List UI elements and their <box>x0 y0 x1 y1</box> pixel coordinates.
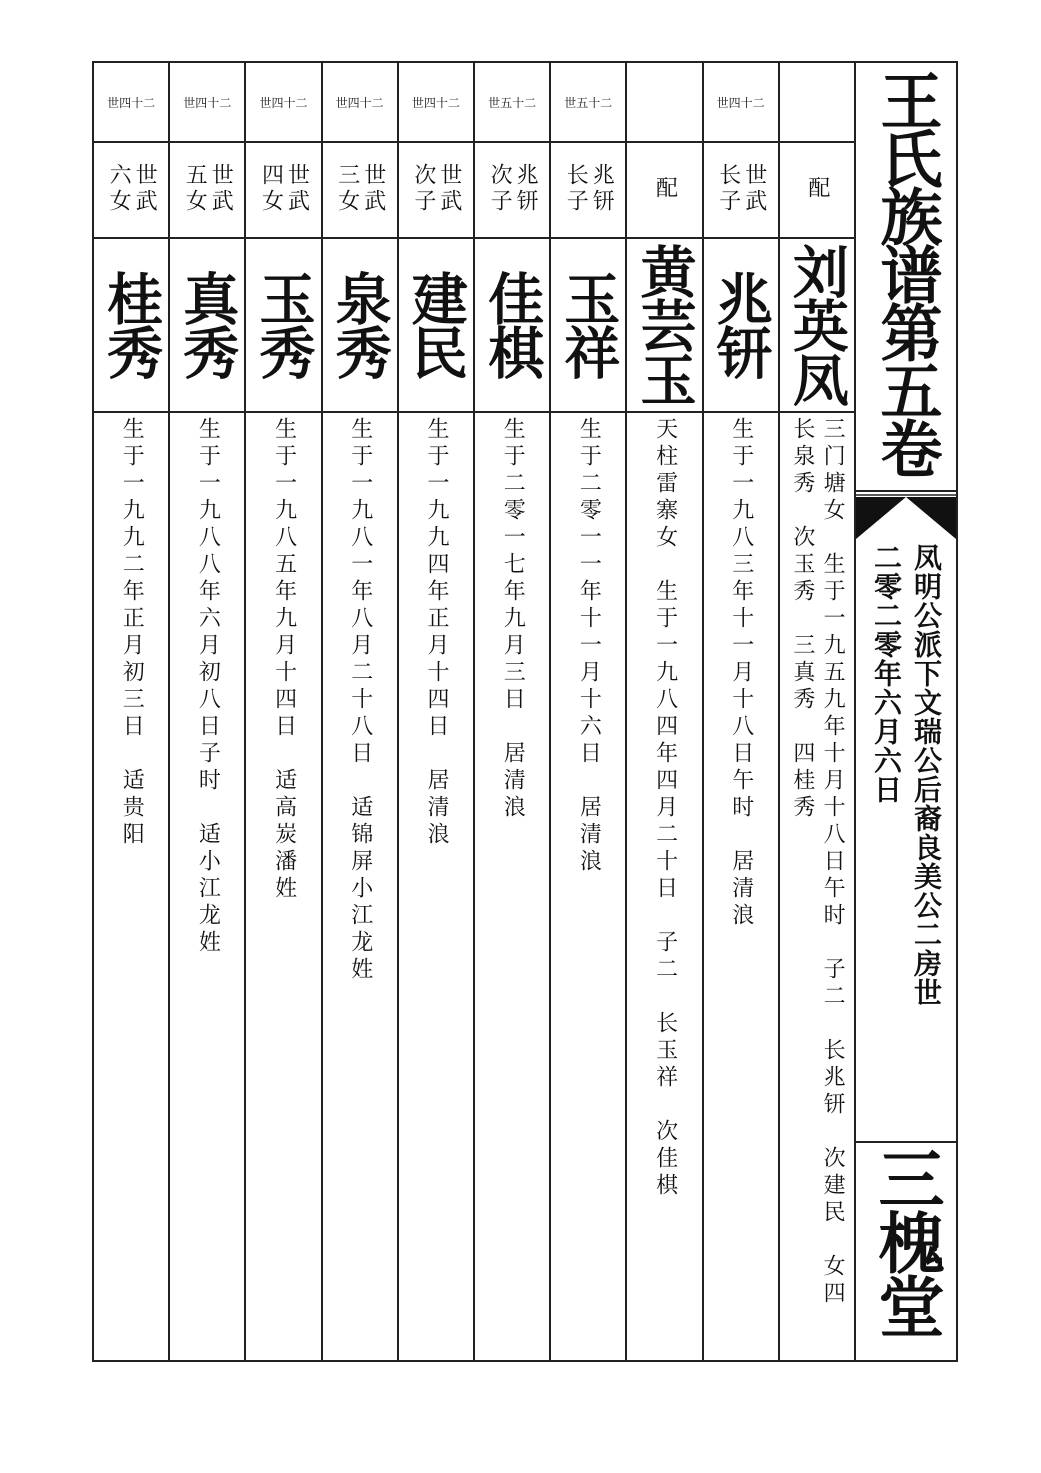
detail-text: 生于二零一七年九月三日 居清浪 <box>500 417 526 822</box>
relation-text: 配 <box>652 176 678 202</box>
genealogy-column <box>246 63 322 1360</box>
relation-text: 次子 <box>410 163 436 215</box>
generation-label: 世四十二 <box>246 63 320 143</box>
person-name: 黄芸玉 <box>631 243 698 405</box>
generation-label: 世四十二 <box>704 63 778 143</box>
person-name: 玉祥 <box>555 270 622 378</box>
name-cell <box>170 237 244 413</box>
detail-text: 生于一九八三年十一月十八日午时 居清浪 <box>728 417 754 930</box>
genealogy-grid <box>94 63 856 1360</box>
relation-cell <box>627 141 701 239</box>
relation-cell <box>551 141 625 239</box>
book-title-text: 王氏族谱第五卷 <box>870 69 943 475</box>
detail-cell <box>170 411 244 1360</box>
relation-cell <box>475 141 549 239</box>
detail-cell <box>551 411 625 1360</box>
relation-text: 世武 <box>436 163 462 215</box>
genealogy-column <box>399 63 475 1360</box>
relation-text: 六女 <box>106 163 132 215</box>
genealogy-column <box>551 63 627 1360</box>
relation-text: 长子 <box>563 163 589 215</box>
hall-name <box>856 1145 956 1360</box>
detail-cell <box>627 411 701 1360</box>
detail-text: 生于一九八五年九月十四日 适高炭潘姓 <box>271 417 297 903</box>
generation-label: 世四十二 <box>399 63 473 143</box>
person-name: 建民 <box>402 270 469 378</box>
relation-text: 世武 <box>132 163 158 215</box>
name-cell <box>94 237 168 413</box>
person-name: 泉秀 <box>326 270 393 378</box>
name-cell <box>246 237 320 413</box>
generation-label: 世四十二 <box>323 63 397 143</box>
person-name: 桂秀 <box>98 270 165 378</box>
genealogy-column <box>94 63 170 1360</box>
person-name: 兆钘 <box>707 270 774 378</box>
relation-text: 世武 <box>208 163 234 215</box>
relation-cell <box>246 141 320 239</box>
generation-label: 世四十二 <box>170 63 244 143</box>
compile-date: 二零二零年六月六日 <box>870 543 903 804</box>
relation-text: 世武 <box>284 163 310 215</box>
generation-label <box>780 63 854 143</box>
generation-label: 世五十二 <box>551 63 625 143</box>
name-cell <box>399 237 473 413</box>
name-cell <box>323 237 397 413</box>
genealogy-column <box>170 63 246 1360</box>
genealogy-column <box>475 63 551 1360</box>
name-cell <box>551 237 625 413</box>
page-frame <box>92 61 958 1362</box>
name-cell <box>780 237 854 413</box>
person-name: 刘英凤 <box>783 243 850 405</box>
person-name: 玉秀 <box>250 270 317 378</box>
subtitle-area <box>856 539 956 1145</box>
detail-text: 生于一九九四年正月十四日 居清浪 <box>423 417 449 849</box>
detail-text: 生于一九八一年八月二十八日 适锦屏小江龙姓 <box>347 417 373 984</box>
detail-text: 生于一九九二年正月初三日 适贵阳 <box>119 417 145 849</box>
person-name: 佳棋 <box>479 270 546 378</box>
detail-text: 生于一九八八年六月初八日子时 适小江龙姓 <box>195 417 221 957</box>
relation-text: 长子 <box>715 163 741 215</box>
detail-cell <box>94 411 168 1360</box>
detail-cell <box>246 411 320 1360</box>
hall-divider <box>856 1141 956 1143</box>
relation-cell <box>323 141 397 239</box>
relation-cell <box>94 141 168 239</box>
detail-cell <box>704 411 778 1360</box>
detail-text: 生于二零一一年十一月十六日 居清浪 <box>576 417 602 876</box>
relation-text: 世武 <box>360 163 386 215</box>
branch-subtitle: 凤明公派下文瑞公后裔良美公二房世 <box>910 543 943 1007</box>
genealogy-column <box>780 63 856 1360</box>
generation-label <box>627 63 701 143</box>
detail-cell <box>323 411 397 1360</box>
detail-text: 长泉秀 次玉秀 三真秀 四桂秀 <box>789 417 815 822</box>
relation-text: 配 <box>804 176 830 202</box>
person-name: 真秀 <box>174 270 241 378</box>
title-panel <box>856 63 956 1360</box>
generation-label: 世四十二 <box>94 63 168 143</box>
genealogy-column <box>704 63 780 1360</box>
name-cell <box>704 237 778 413</box>
hall-name-text: 三槐堂 <box>867 1145 945 1337</box>
detail-text: 天柱雷寨女 生于一九八四年四月二十日 子二 长玉祥 次佳棋 <box>652 417 678 1200</box>
genealogy-column <box>323 63 399 1360</box>
relation-text: 四女 <box>258 163 284 215</box>
relation-cell <box>170 141 244 239</box>
generation-label: 世五十二 <box>475 63 549 143</box>
relation-cell <box>780 141 854 239</box>
detail-text: 三门塘女 生于一九五九年十月十八日午时 子二 长兆钘 次建民 女四 <box>820 417 846 1308</box>
fish-tail-ornament <box>856 489 956 539</box>
relation-text: 兆钘 <box>589 163 615 215</box>
relation-cell <box>399 141 473 239</box>
detail-cell <box>399 411 473 1360</box>
relation-text: 次子 <box>487 163 513 215</box>
relation-cell <box>704 141 778 239</box>
relation-text: 兆钘 <box>513 163 539 215</box>
relation-text: 世武 <box>741 163 767 215</box>
genealogy-column <box>627 63 703 1360</box>
relation-text: 三女 <box>334 163 360 215</box>
relation-text: 五女 <box>182 163 208 215</box>
name-cell <box>475 237 549 413</box>
book-title <box>856 63 956 489</box>
detail-cell <box>780 411 854 1360</box>
name-cell <box>627 237 701 413</box>
detail-cell <box>475 411 549 1360</box>
